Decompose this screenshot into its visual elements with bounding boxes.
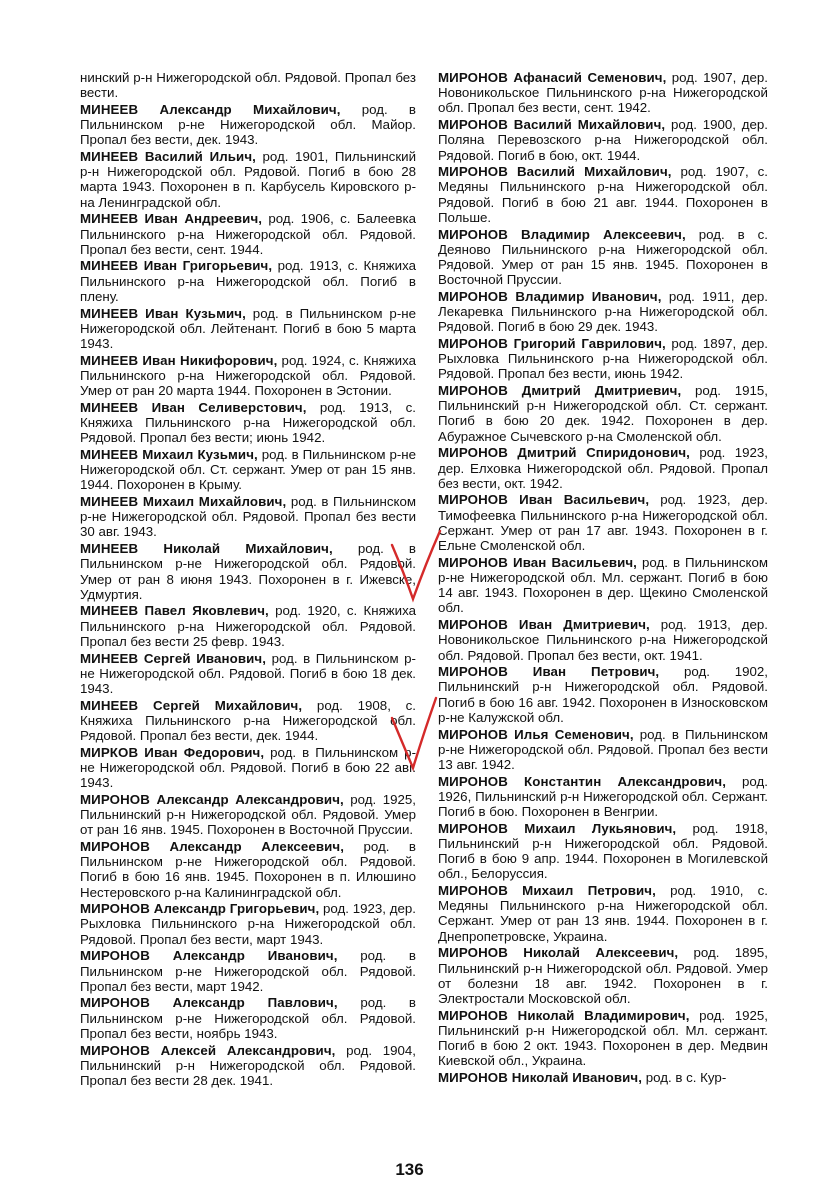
entry-text: род. 1900, дер. Поляна Перевозского р-на Нижегородской обл. Рядовой. Погиб в бою, окт. 1944. <box>438 117 768 163</box>
entry-left_entries-12 <box>80 698 416 744</box>
entry-text: род. в Пильнинском р-не Нижегородской обл. Мл. сержант. Погиб в бою 14 авг. 1943. Похоронен в дер. Щекино Смоленской обл. <box>438 554 768 616</box>
entry-name: МИНЕЕВ Михаил Михайлович, <box>80 493 287 509</box>
entry-right_entries-8 <box>438 492 768 553</box>
entry-name: МИНЕЕВ Сергей Иванович, <box>80 650 267 666</box>
entry-text: род. 1910, с. Медяны Пильнинского р-на Нижегородской обл. Сержант. Умер от ран 13 янв. 1944. Похоронен в г. Днепропетровске, Украина. <box>438 883 768 944</box>
entry-right_entries-18 <box>438 1070 768 1085</box>
entry-text: род. в Пильнинском р-не Нижегородской обл. Рядовой. Погиб в бою 18 дек. 1943. <box>80 650 416 696</box>
entry-right_entries-7 <box>438 445 768 491</box>
entry-name: МИРОНОВ Михаил Лукьянович, <box>438 820 677 836</box>
entry-text: род. 1915, Пильнинский р-н Нижегородской обл. Ст. сержант. Погиб в бою 20 дек. 1942. Похоронен в дер. Абуражное Сычевского р-на Смоленской обл. <box>438 383 768 444</box>
entry-left_entries-2 <box>80 211 416 257</box>
entry-name: МИРОНОВ Константин Александрович, <box>438 773 727 789</box>
red-checkmark-2 <box>386 690 456 770</box>
entry-right_entries-2 <box>438 164 768 225</box>
entry-text: род. в Пильнинском р-не Нижегородской обл. Майор. Пропал без вести, дек. 1943. <box>80 101 416 148</box>
entry-right_entries-14 <box>438 821 768 882</box>
entry-name: МИРОНОВ Василий Михайлович, <box>438 164 672 180</box>
entry-left_entries-4 <box>80 306 416 352</box>
entry-text: род. 1923, дер. Елховка Нижегородской обл. Рядовой. Пропал без вести, окт. 1942. <box>438 445 768 491</box>
entry-name: МИРОНОВ Николай Иванович, <box>438 1070 643 1085</box>
entry-name: МИРОНОВ Владимир Алексеевич, <box>438 226 686 242</box>
entry-name: МИНЕЕВ Сергей Михайлович, <box>80 697 303 713</box>
entry-right_entries-15 <box>438 883 768 944</box>
entry-right_entries-5 <box>438 336 768 382</box>
entry-name: МИНЕЕВ Николай Михайлович, <box>80 541 333 557</box>
entry-text: род. 1897, дер. Рыхловка Пильнинского р-на Нижегородской обл. Рядовой. Пропал без вести, июнь 1942. <box>438 335 768 382</box>
entry-text: род. в Пильнинском р-не Нижегородской обл. Рядовой. Пропал без вести 30 авг. 1943. <box>80 493 416 540</box>
page-number: 136 <box>395 1160 424 1179</box>
entry-left_entries-10 <box>80 603 416 649</box>
entry-name: МИРОНОВ Иван Васильевич, <box>438 492 650 508</box>
entry-name: МИРОНОВ Афанасий Семенович, <box>438 70 667 85</box>
entry-left_entries-7 <box>80 447 416 493</box>
entry-left_entries-5 <box>80 353 416 399</box>
entry-name: МИНЕЕВ Василий Ильич, <box>80 149 256 165</box>
entry-text: род. 1911, дер. Лекаревка Пильнинского р-на Нижегородской обл. Рядовой. Погиб в бою 29 дек. 1943. <box>438 288 768 335</box>
entry-name: МИРОНОВ Дмитрий Спиридонович, <box>438 445 690 461</box>
entry-name: МИРОНОВ Николай Владимирович, <box>438 1007 690 1023</box>
entry-name: МИНЕЕВ Павел Яковлевич, <box>80 603 269 619</box>
entry-left_entries-14 <box>80 792 416 838</box>
entry-name: МИРОНОВ Иван Васильевич, <box>438 554 637 570</box>
entry-text: род. 1913, дер. Новоникольское Пильнинского р-на Нижегородской обл. Рядовой. Пропал без вести, окт. 1941. <box>438 617 768 663</box>
entry-right_entries-3 <box>438 227 768 288</box>
entry-text: род. в Пильнинском р-не Нижегородской обл. Рядовой. Погиб в бою 22 авг. 1943. <box>80 744 416 791</box>
entry-text: род. 1907, дер. Новоникольское Пильнинского р-на Нижегородской обл. Пропал без вести, сент. 1942. <box>438 70 768 116</box>
entry-right_entries-12 <box>438 727 768 773</box>
red-checkmark-1 <box>388 525 458 605</box>
entry-text: род. 1895, Пильнинский р-н Нижегородской обл. Рядовой. Умер от болезни 18 авг. 1942. Похоронен в г. Электростали Московской обл. <box>438 945 768 1006</box>
entry-name: МИНЕЕВ Иван Кузьмич, <box>80 305 246 321</box>
entry-name: МИНЕЕВ Александр Михайлович, <box>80 101 341 117</box>
entry-left_entries-11 <box>80 651 416 697</box>
entry-left_entries-0 <box>80 102 416 148</box>
entry-name: МИРОНОВ Владимир Иванович, <box>438 288 662 304</box>
entry-text: род. 1902, Пильнинский р-н Нижегородской обл. Рядовой. Погиб в бою 16 авг. 1942. Похоронен в Износковском р-не Калужской обл. <box>438 664 768 725</box>
entry-text: род. 1923, дер. Тимофеевка Пильнинского р-на Нижегородской обл. Сержант. Умер от ран 17 авг. 1943. Похоронен в г. Ельне Смоленской обл. <box>438 492 768 554</box>
entry-text: род. в Пильнинском р-не Нижегородской обл. Ст. сержант. Умер от ран 15 янв. 1944. Похоронен в Крыму. <box>80 446 417 493</box>
entry-text: род. в Пильнинском р-не Нижегородской обл. Рядовой. Пропал без вести 13 авг. 1942. <box>438 726 768 772</box>
entry-name: МИРОНОВ Дмитрий Дмитриевич, <box>438 383 682 399</box>
entry-text: род. 1913, с. Княжиха Пильнинского р-на Нижегородской обл. Рядовой. Пропал без вести; июнь 1942. <box>80 399 416 446</box>
entry-text: род. в Пильнинском р-не Нижегородской обл. Рядовой. Умер от ран 8 июня 1943. Похоронен в г. Ижевске, Удмуртия. <box>80 541 416 602</box>
entry-name: МИРОНОВ Александр Александрович, <box>80 791 344 807</box>
entry-right_entries-9 <box>438 555 768 616</box>
entry-text: род. в Пильнинском р-не Нижегородской обл. Рядовой. Погиб в бою 16 янв. 1945. Похоронен в п. Илюшино Нестеровского р-на Калининградской обл. <box>80 838 416 900</box>
entry-left_entries-15 <box>80 839 416 900</box>
entry-text: род. 1901, Пильнинский р-н Нижегородской обл. Рядовой. Погиб в бою 28 марта 1943. Похоронен в п. Карбусель Кировского р-на Ленинградской обл. <box>80 149 416 210</box>
entry-left_entries-18 <box>80 995 416 1041</box>
entry-text: род. 1913, с. Княжиха Пильнинского р-на Нижегородской обл. Погиб в плену. <box>80 258 416 304</box>
entry-right_entries-11 <box>438 664 768 725</box>
entry-text: род. 1923, дер. Рыхловка Пильнинского р-на Нижегородской обл. Рядовой. Пропал без вести, март 1943. <box>80 901 416 947</box>
entry-text: род. 1924, с. Княжиха Пильнинского р-на Нижегородской обл. Рядовой. Умер от ран 20 марта 1944. Похоронен в Эстонии. <box>80 352 417 399</box>
entry-text: род. 1920, с. Княжиха Пильнинского р-на Нижегородской обл. Рядовой. Пропал без вести 25 февр. 1943. <box>80 603 416 649</box>
entry-name: МИРКОВ Иван Федорович, <box>80 744 265 760</box>
entry-name: МИРОНОВ Иван Петрович, <box>438 664 660 680</box>
entry-left_entries-13 <box>80 745 416 791</box>
entry-name: МИРОНОВ Николай Алексеевич, <box>438 945 679 961</box>
entry-right_entries-10 <box>438 617 768 663</box>
entry-right_entries-6 <box>438 383 768 444</box>
entry-name: МИРОНОВ Василий Михайлович, <box>438 117 666 133</box>
entry-name: МИРОНОВ Григорий Гаврилович, <box>438 335 666 351</box>
entry-right_entries-1 <box>438 117 768 163</box>
entry-name: МИРОНОВ Михаил Петрович, <box>438 883 656 899</box>
left-column <box>80 70 416 1090</box>
entry-text: род. 1926, Пильнинский р-н Нижегородской обл. Сержант. Погиб в бою. Похоронен в Венгрии. <box>438 773 768 820</box>
entry-text: род. 1904, Пильнинский р-н Нижегородской обл. Рядовой. Пропал без вести 28 дек. 1941. <box>80 1042 416 1088</box>
entry-right_entries-0 <box>438 70 768 116</box>
entry-name: МИРОНОВ Александр Павлович, <box>80 995 338 1011</box>
entry-text: род. в Пильнинском р-не Нижегородской обл. Рядовой. Пропал без вести, ноябрь 1943. <box>80 995 416 1041</box>
entry-right_entries-4 <box>438 289 768 335</box>
right-column <box>438 70 768 1087</box>
entry-text: род. в с. Кур- <box>642 1070 727 1085</box>
entry-name: МИНЕЕВ Иван Селиверстович, <box>80 399 307 415</box>
entry-name: МИРОНОВ Иван Дмитриевич, <box>438 617 650 633</box>
entry-right_entries-16 <box>438 945 768 1006</box>
entry-right_entries-17 <box>438 1008 768 1069</box>
entry-name: МИРОНОВ Илья Семенович, <box>438 726 634 742</box>
entry-left_entries-16 <box>80 901 416 947</box>
entry-text: род. в Пильнинском р-не Нижегородской обл. Рядовой. Пропал без вести, март 1942. <box>80 948 416 994</box>
continuation-text: нинский р-н Нижегородской обл. Рядовой. Пропал без вести. <box>80 70 416 101</box>
entry-left_entries-17 <box>80 948 416 994</box>
entry-left_entries-8 <box>80 494 416 540</box>
entry-text: род. 1908, с. Княжиха Пильнинского р-на Нижегородской обл. Рядовой. Пропал без вести, дек. 1944. <box>80 697 416 744</box>
entry-text: род. 1925, Пильнинский р-н Нижегородской обл. Рядовой. Умер от ран 16 янв. 1945. Похоронен в Восточной Пруссии. <box>80 791 416 838</box>
entry-left_entries-9 <box>80 541 416 602</box>
entry-text: род. в с. Деяново Пильнинского р-на Нижегородской обл. Рядовой. Умер от ран 15 янв. 1945. Похоронен в Восточной Пруссии. <box>438 226 768 288</box>
entry-right_entries-13 <box>438 774 768 820</box>
entry-name: МИНЕЕВ Иван Григорьевич, <box>80 258 273 274</box>
entry-name: МИРОНОВ Александр Алексеевич, <box>80 838 345 854</box>
entry-name: МИНЕЕВ Иван Андреевич, <box>80 211 263 227</box>
entry-left_entries-6 <box>80 400 416 446</box>
entry-text: род. 1906, с. Балеевка Пильнинского р-на Нижегородской обл. Рядовой. Пропал без вести, сент. 1944. <box>80 211 416 257</box>
entry-text: род. 1925, Пильнинский р-н Нижегородской обл. Мл. сержант. Погиб в бою 2 окт. 1943. Похоронен в дер. Медвин Киевской обл., Украина. <box>438 1007 768 1069</box>
entry-name: МИНЕЕВ Иван Никифорович, <box>80 352 278 368</box>
entry-name: МИРОНОВ Алексей Александрович, <box>80 1042 336 1058</box>
entry-name: МИРОНОВ Александр Григорьевич, <box>80 901 320 917</box>
entry-left_entries-19 <box>80 1043 416 1089</box>
entry-text: род. в Пильнинском р-не Нижегородской обл. Лейтенант. Погиб в бою 5 марта 1943. <box>80 305 416 351</box>
entry-text: род. 1918, Пильнинский р-н Нижегородской обл. Рядовой. Погиб в бою 9 апр. 1944. Похоронен в Могилевской обл., Белоруссия. <box>438 820 768 882</box>
entry-left_entries-1 <box>80 149 416 210</box>
entry-name: МИНЕЕВ Михаил Кузьмич, <box>80 446 258 462</box>
entry-left_entries-3 <box>80 258 416 304</box>
entry-name: МИРОНОВ Александр Иванович, <box>80 948 338 964</box>
entry-text: род. 1907, с. Медяны Пильнинского р-на Нижегородской обл. Рядовой. Погиб в бою 21 авг. 1944. Похоронен в Польше. <box>438 164 768 225</box>
